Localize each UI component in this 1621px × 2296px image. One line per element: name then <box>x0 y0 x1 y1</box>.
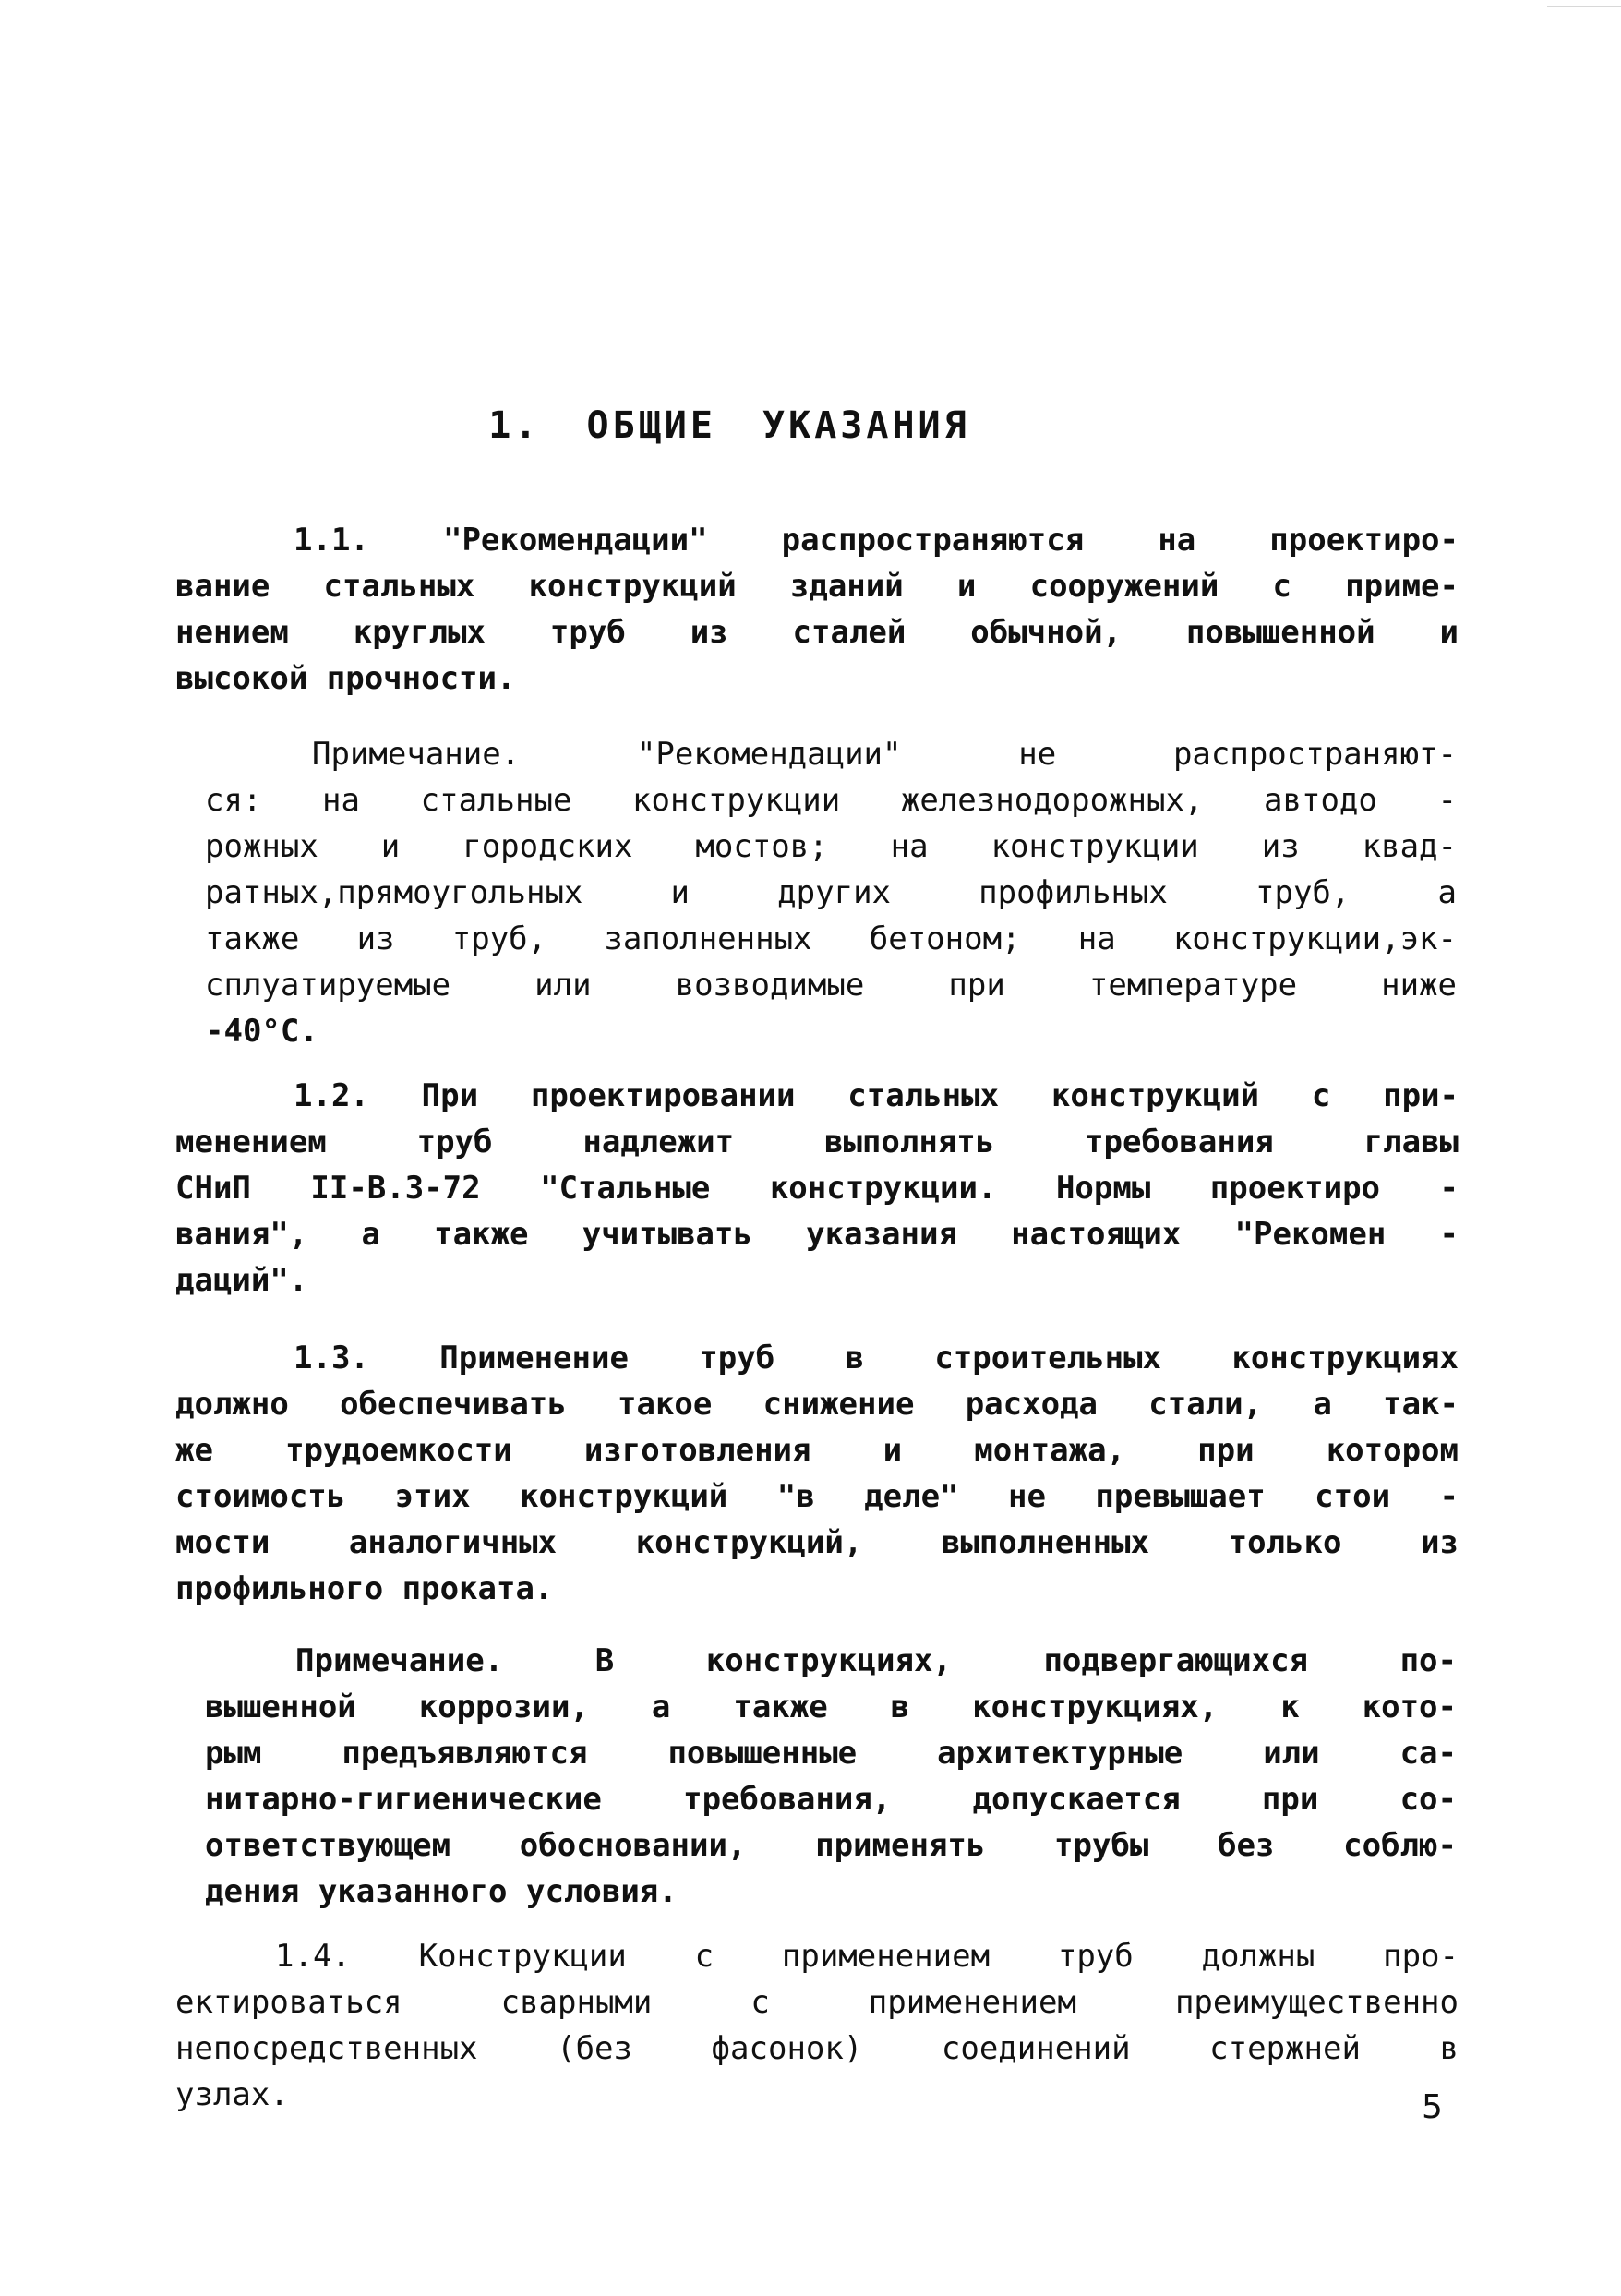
text-line: нением круглых труб из сталей обычной, повышенной и <box>175 614 1459 651</box>
text-line: -40°С. <box>205 1013 318 1050</box>
text-line: дения указанного условия. <box>205 1873 678 1910</box>
text-line: ектироваться сварными с применением преимущественно <box>175 1984 1459 2021</box>
text-line: профильного проката. <box>175 1570 554 1607</box>
paragraph-1-4 <box>175 1933 1459 2118</box>
text-line: Примечание. "Рекомендации" не распространяют- <box>312 736 1457 773</box>
text-line: рожных и городских мостов; на конструкции из квад- <box>205 828 1457 865</box>
text-line: 1.3. Применение труб в строительных конструкциях <box>294 1340 1459 1376</box>
text-line: ся: на стальные конструкции железнодорожных, автодо - <box>205 782 1457 819</box>
text-line: СНиП II-В.3-72 "Стальные конструкции. Нормы проектиро - <box>175 1170 1459 1207</box>
text-line: 1.4. Конструкции с применением труб должны про- <box>275 1938 1459 1975</box>
text-line: Примечание. В конструкциях, подвергающихся по- <box>295 1642 1457 1679</box>
text-line: узлах. <box>175 2076 289 2113</box>
paragraph-1-1 <box>175 517 1459 702</box>
text-line: нитарно-гигиенические требования, допускается при со- <box>205 1781 1457 1818</box>
text-line: ответствующем обосновании, применять трубы без соблю- <box>205 1827 1457 1864</box>
text-line: непосредственных (без фасонок) соединений стержней в <box>175 2030 1459 2067</box>
paragraph-1-3 <box>175 1335 1459 1612</box>
paragraph-1-2 <box>175 1073 1459 1304</box>
text-line: рым предъявляются повышенные архитектурные или са- <box>205 1735 1457 1772</box>
text-line: высокой прочности. <box>175 660 516 697</box>
text-line: даций". <box>175 1262 308 1299</box>
note-2 <box>205 1638 1457 1915</box>
text-line: 1.1. "Рекомендации" распространяются на проектиро- <box>294 522 1459 559</box>
text-line: ратных,прямоугольных и других профильных труб, а <box>205 874 1457 911</box>
section-heading: 1. ОБЩИЕ УКАЗАНИЯ <box>488 404 970 447</box>
scan-edge-mark <box>1547 0 1621 7</box>
text-line: вышенной коррозии, а также в конструкциях, к кото- <box>205 1689 1457 1725</box>
text-line: стоимость этих конструкций "в деле" не превышает стои - <box>175 1478 1459 1515</box>
text-line: 1.2. При проектировании стальных конструкций с при- <box>294 1077 1459 1114</box>
text-line: должно обеспечивать такое снижение расхода стали, а так- <box>175 1386 1459 1423</box>
note-1 <box>205 731 1457 1054</box>
text-line: вание стальных конструкций зданий и сооружений с приме- <box>175 568 1459 605</box>
text-line: мости аналогичных конструкций, выполненных только из <box>175 1524 1459 1561</box>
text-line: вания", а также учитывать указания настоящих "Рекомен - <box>175 1216 1459 1253</box>
text-line: сплуатируемые или возводимые при температуре ниже <box>205 967 1457 1004</box>
text-line: же трудоемкости изготовления и монтажа, при котором <box>175 1432 1459 1469</box>
text-line: также из труб, заполненных бетоном; на конструкции,эк- <box>205 920 1457 957</box>
text-line: менением труб надлежит выполнять требования главы <box>175 1124 1459 1160</box>
page-number: 5 <box>1422 2088 1443 2126</box>
